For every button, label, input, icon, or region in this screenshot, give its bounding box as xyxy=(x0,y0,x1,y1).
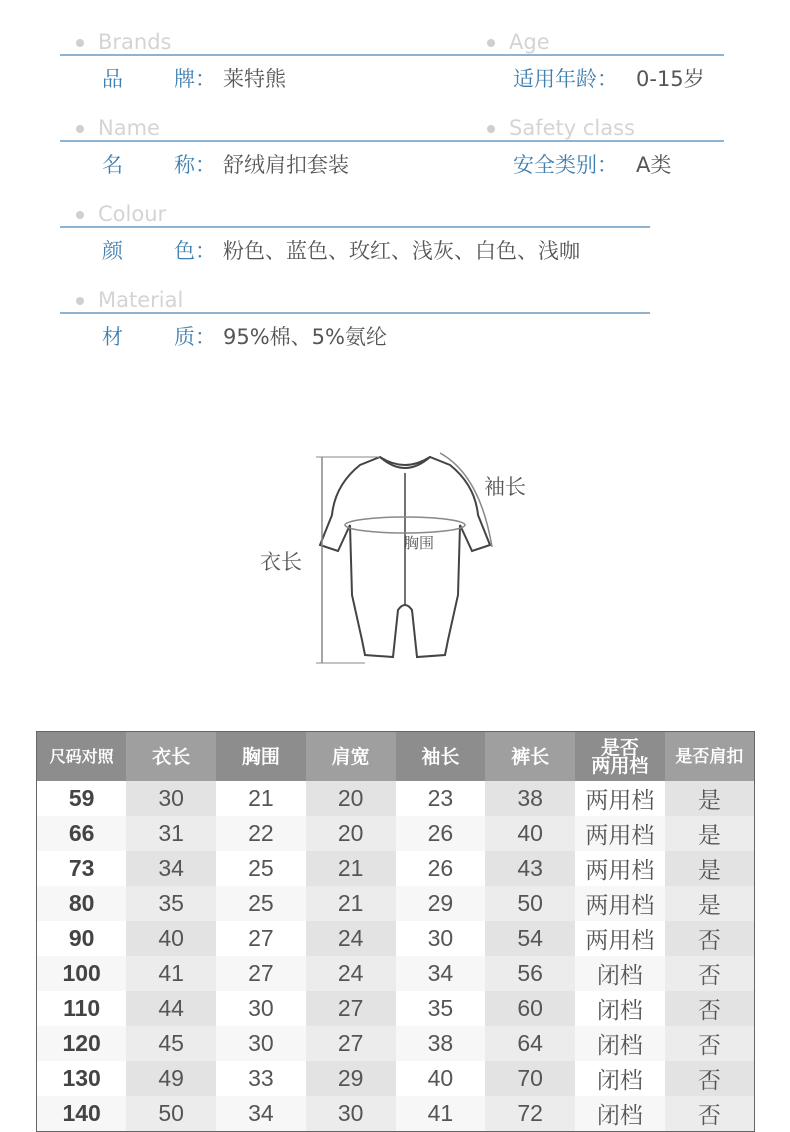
table-cell: 两用档 xyxy=(575,816,665,851)
table-cell: 21 xyxy=(306,886,396,921)
age-value: 0-15岁 xyxy=(636,67,705,91)
size-chart-table xyxy=(36,731,755,1132)
table-cell: 21 xyxy=(248,785,274,811)
table-cell: 40 xyxy=(126,921,216,956)
material-value: 95%棉、5%氨纶 xyxy=(223,325,387,349)
table-cell: 否 xyxy=(665,956,755,991)
table-cell: 是 xyxy=(665,886,755,921)
table-header-row xyxy=(37,732,755,782)
label: 安全类别： xyxy=(513,153,618,177)
column-header: 衣长 xyxy=(126,732,216,782)
table-cell: 27 xyxy=(248,925,274,951)
table-cell: 49 xyxy=(126,1061,216,1096)
name-value: 舒绒肩扣套装 xyxy=(223,153,349,177)
table-cell: 24 xyxy=(306,956,396,991)
table-row xyxy=(37,991,755,1026)
table-cell: 56 xyxy=(485,956,575,991)
table-cell: 否 xyxy=(665,991,755,1026)
table-cell: 70 xyxy=(485,1061,575,1096)
material-en: Material xyxy=(76,288,183,312)
table-cell: 两用档 xyxy=(575,886,665,921)
label: 色： xyxy=(174,239,216,263)
divider xyxy=(460,140,724,142)
label: 材 xyxy=(102,325,123,349)
table-cell: 22 xyxy=(216,816,306,851)
table-cell: 29 xyxy=(396,886,486,921)
table-cell: 20 xyxy=(306,816,396,851)
table-cell: 否 xyxy=(665,1026,755,1061)
colour-en: Colour xyxy=(76,202,166,226)
table-cell: 闭档 xyxy=(596,1067,643,1093)
label: 颜 xyxy=(102,239,123,263)
table-cell: 64 xyxy=(485,1026,575,1061)
brand-value: 莱特熊 xyxy=(223,67,286,91)
table-cell: 73 xyxy=(68,855,95,881)
table-cell: 是 xyxy=(665,781,755,816)
table-cell: 35 xyxy=(126,886,216,921)
label: 质： xyxy=(174,325,216,349)
table-cell: 27 xyxy=(216,956,306,991)
table-cell: 30 xyxy=(306,1096,396,1132)
table-cell: 100 xyxy=(37,956,127,991)
table-row xyxy=(37,781,755,816)
table-cell: 26 xyxy=(427,855,454,881)
column-header: 是否 两用档 xyxy=(575,732,665,782)
table-cell: 40 xyxy=(485,816,575,851)
table-cell: 25 xyxy=(248,855,274,881)
table-row xyxy=(37,1061,755,1096)
table-row xyxy=(37,851,755,886)
table-cell: 41 xyxy=(126,956,216,991)
table-cell: 30 xyxy=(248,995,274,1021)
table-cell: 否 xyxy=(665,1061,755,1096)
chest-label: 胸围 xyxy=(404,534,435,552)
table-cell: 21 xyxy=(306,851,396,886)
table-cell: 闭档 xyxy=(575,1026,665,1061)
colour-value: 粉色、蓝色、玫红、浅灰、白色、浅咖 xyxy=(223,239,580,263)
divider xyxy=(60,54,460,56)
column-header: 袖长 xyxy=(396,732,486,782)
column-header: 是否肩扣 xyxy=(665,732,755,782)
length-label: 衣长 xyxy=(260,550,302,574)
column-header: 裤长 xyxy=(485,732,575,782)
table-cell: 两用档 xyxy=(585,787,655,813)
age-en: Age xyxy=(487,30,550,54)
table-cell: 闭档 xyxy=(596,997,643,1023)
column-header: 尺码对照 xyxy=(37,732,127,782)
brand-en: Brands xyxy=(76,30,172,54)
table-cell: 26 xyxy=(396,816,486,851)
table-cell: 35 xyxy=(427,995,454,1021)
table-cell: 110 xyxy=(63,995,101,1021)
table-cell: 40 xyxy=(427,1065,454,1091)
table-cell: 80 xyxy=(37,886,127,921)
table-row xyxy=(37,921,755,956)
safety-en: Safety class xyxy=(487,116,635,140)
table-row xyxy=(37,816,755,851)
table-cell: 两用档 xyxy=(585,857,655,883)
table-cell: 59 xyxy=(68,785,95,811)
table-cell: 34 xyxy=(126,851,216,886)
table-cell: 38 xyxy=(485,781,575,816)
table-cell: 41 xyxy=(396,1096,486,1132)
table-cell: 24 xyxy=(306,921,396,956)
table-cell: 25 xyxy=(216,886,306,921)
table-cell: 34 xyxy=(216,1096,306,1132)
table-cell: 闭档 xyxy=(575,956,665,991)
name-en: Name xyxy=(76,116,160,140)
table-cell: 34 xyxy=(396,956,486,991)
table-cell: 120 xyxy=(37,1026,127,1061)
table-cell: 54 xyxy=(485,921,575,956)
table-cell: 27 xyxy=(306,991,396,1026)
table-cell: 50 xyxy=(485,886,575,921)
table-cell: 33 xyxy=(248,1065,274,1091)
table-cell: 29 xyxy=(306,1061,396,1096)
table-cell: 两用档 xyxy=(585,927,655,953)
label: 牌： xyxy=(174,67,216,91)
label: 称： xyxy=(174,153,216,177)
column-header: 胸围 xyxy=(216,732,306,782)
table-cell: 30 xyxy=(126,781,216,816)
table-row xyxy=(37,1096,755,1132)
table-cell: 31 xyxy=(126,816,216,851)
table-cell: 50 xyxy=(126,1096,216,1132)
label: 适用年龄： xyxy=(513,67,618,91)
table-cell: 是 xyxy=(665,816,755,851)
table-cell: 23 xyxy=(427,785,454,811)
table-cell: 否 xyxy=(665,1096,755,1132)
table-cell: 130 xyxy=(62,1065,101,1091)
table-cell: 20 xyxy=(306,781,396,816)
table-cell: 45 xyxy=(126,1026,216,1061)
column-header: 肩宽 xyxy=(306,732,396,782)
table-cell: 72 xyxy=(485,1096,575,1132)
label: 品 xyxy=(102,67,123,91)
divider xyxy=(60,226,650,228)
romper-illustration xyxy=(300,445,510,675)
table-row xyxy=(37,956,755,991)
safety-value: A类 xyxy=(636,153,672,177)
table-cell: 44 xyxy=(126,991,216,1026)
divider xyxy=(60,140,460,142)
table-cell: 90 xyxy=(68,925,95,951)
table-cell: 闭档 xyxy=(575,1096,665,1132)
label: 名 xyxy=(102,153,123,177)
table-cell: 43 xyxy=(485,851,575,886)
table-cell: 是 xyxy=(665,851,755,886)
sleeve-label: 袖长 xyxy=(484,475,526,499)
table-cell: 30 xyxy=(216,1026,306,1061)
table-cell: 38 xyxy=(396,1026,486,1061)
table-cell: 30 xyxy=(427,925,454,951)
table-cell: 140 xyxy=(37,1096,127,1132)
table-row xyxy=(37,886,755,921)
table-cell: 66 xyxy=(37,816,127,851)
table-cell: 否 xyxy=(665,921,755,956)
table-row xyxy=(37,1026,755,1061)
table-cell: 27 xyxy=(306,1026,396,1061)
divider xyxy=(60,312,650,314)
table-cell: 60 xyxy=(485,991,575,1026)
divider xyxy=(460,54,724,56)
